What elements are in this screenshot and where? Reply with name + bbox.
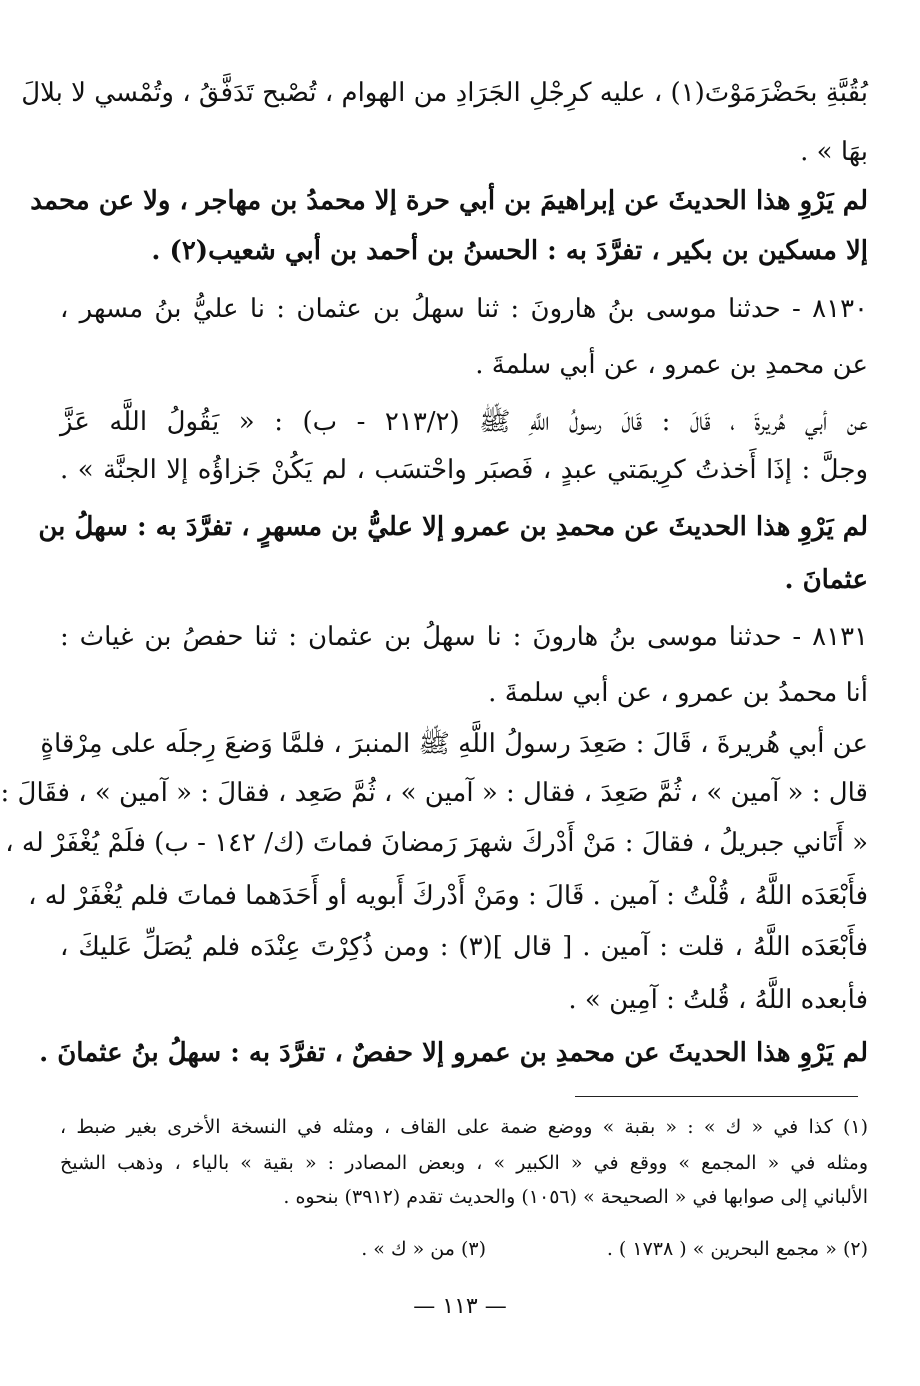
text-line: عن محمدِ بن عمرو ، عن أبي سلمةَ . xyxy=(475,350,868,380)
page-number: — ١١٣ — xyxy=(413,1294,507,1319)
text-line: بُقُبَّةِ بحَضْرَمَوْتَ(١) ، عليه كرِجْلِ الجَرَادِ من الهوام ، تُصْبح تَدَفَّقُ ، وتُمْسي لا بلالَ xyxy=(21,78,868,108)
text-line: عن أبي هُريرةَ ، قَالَ : قَالَ رسولُ اللَّهِ ﷺ (٢١٣/٢ - ب) : « يَقُولُ اللَّه عَزَّ xyxy=(60,407,868,437)
text-line: عثمانَ . xyxy=(784,565,868,595)
hadith-heading: ٨١٣٠ - حدثنا موسى بنُ هارونَ : ثنا سهلُ بن عثمان : نا عليُّ بنُ مسهر ، xyxy=(60,294,868,324)
footnote-line: ومثله في « المجمع » ووقع في « الكبير » ، وبعض المصادر : « بقية » بالياء ، وذهب الشيخ xyxy=(60,1152,868,1174)
text-line: لم يَرْوِ هذا الحديثَ عن محمدِ بن عمرو إلا حفصٌ ، تفرَّدَ به : سهلُ بنُ عثمانَ . xyxy=(39,1038,868,1068)
footnote-line: (٢) « مجمع البحرين » ( ١٧٣٨ ) . (٣) من « ك » . xyxy=(361,1238,868,1260)
footnote-divider xyxy=(575,1096,858,1097)
text-line: أنا محمدُ بن عمرو ، عن أبي سلمةَ . xyxy=(488,678,868,708)
text-line: بهَا » . xyxy=(800,137,868,167)
text-line: إلا مسكين بن بكير ، تفرَّدَ به : الحسنُ بن أحمد بن أبي شعيب(٢) . xyxy=(151,236,868,266)
text-line: وجلَّ : إذَا أَخذتُ كرِيمَتي عبدٍ ، فَصبَر واحْتسَب ، لم يَكُنْ جَزاؤُه إلا الجنَّة » . xyxy=(60,455,868,485)
text-line: فأَبْعَدَه اللَّهُ ، قُلْتُ : آمين . قَالَ : ومَنْ أَدْركَ أَبويه أو أَحَدَهما فماتَ فلم يُغْفَرْ له ، xyxy=(28,881,868,911)
text-line: لم يَرْوِ هذا الحديثَ عن محمدِ بن عمرو إلا عليُّ بن مسهرٍ ، تفرَّدَ به : سهلُ بن xyxy=(38,512,868,542)
hadith-heading: ٨١٣١ - حدثنا موسى بنُ هارونَ : نا سهلُ بن عثمان : ثنا حفصُ بن غياث : xyxy=(60,622,868,652)
text-line: عن أبي هُريرةَ ، قَالَ : صَعِدَ رسولُ اللَّهِ ﷺ المنبرَ ، فلمَّا وَضعَ رِجلَه على مِرْقاةٍ xyxy=(40,729,868,759)
text-line: « أَتَاني جبريلُ ، فقالَ : مَنْ أَدْركَ شهرَ رَمضانَ فماتَ (ك/ ١٤٢ - ب) فلَمْ يُغْفَرْ له ، xyxy=(5,828,868,858)
footnote-line: الألباني إلى صوابها في « الصحيحة » (١٠٥٦) والحديث تقدم (٣٩١٢) بنحوه . xyxy=(283,1186,868,1208)
text-line: فأبعده اللَّهُ ، قُلتُ : آمِين » . xyxy=(568,985,868,1015)
text-line: لم يَرْوِ هذا الحديثَ عن إبراهيمَ بن أبي حرة إلا محمدُ بن مهاجر ، ولا عن محمد xyxy=(30,186,868,216)
text-line: قال : « آمين » ، ثُمَّ صَعِدَ ، فقال : « آمين » ، ثُمَّ صَعِد ، فقالَ : « آمين » ، فقَالَ : xyxy=(0,778,868,808)
text-line: فأَبْعَدَه اللَّهُ ، قلت : آمين . [ قال ](٣) : ومن ذُكِرْتَ عِنْدَه فلم يُصَلِّ عَليكَ ، xyxy=(60,932,868,962)
footnote-line: (١) كذا في « ك » : « بقبة » ووضع ضمة على القاف ، ومثله في النسخة الأخرى بغير ضبط ، xyxy=(60,1116,868,1138)
